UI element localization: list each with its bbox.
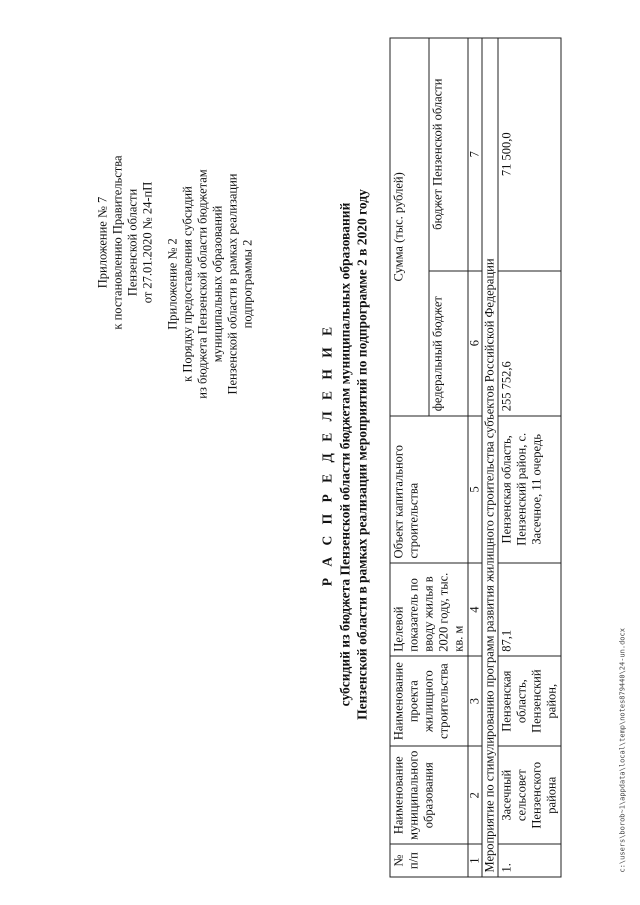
- column-number: 7: [468, 38, 482, 271]
- file-path-footer: c:\users\borob~1\appdata\local\temp\notes879440\24-un.docx: [618, 628, 627, 873]
- column-number: 4: [468, 563, 482, 656]
- appendix-2-line: Пензенской области в рамках реализации: [225, 173, 240, 395]
- appendix-7-line: к постановлению Правительства: [110, 155, 125, 330]
- column-number: 3: [468, 656, 482, 746]
- appendix-7-header: [96, 113, 156, 373]
- appendix-7-line: Пензенской области: [125, 188, 140, 297]
- appendix-2-line: к Порядку предоставления субсидий: [180, 186, 195, 382]
- column-number-row: [468, 38, 482, 877]
- section-title: Мероприятие по стимулированию программ развития жилищного строительства субъектов Российской Федерации: [482, 38, 498, 877]
- appendix-2-line: муниципальных образований: [210, 205, 225, 363]
- cell-federal: 255 752,6: [498, 271, 561, 416]
- column-number: 2: [468, 746, 482, 844]
- cell-object: Пензенская область, Пензенский район, с. Засечное, 11 очередь: [498, 416, 561, 563]
- table-row: [498, 38, 561, 877]
- column-number: 6: [468, 271, 482, 416]
- column-number: 1: [468, 844, 482, 877]
- column-number: 5: [468, 416, 482, 563]
- document-title: Р А С П Р Е Д Е Л Е Н И Е: [319, 322, 335, 587]
- cell-municipality: Засечный сельсовет Пензенского района: [498, 746, 561, 844]
- appendix-2-header: [166, 112, 256, 457]
- document-heading: [319, 45, 371, 865]
- header-sum: Сумма (тыс. рублей): [390, 38, 429, 416]
- cell-regional: 71 500,0: [498, 38, 561, 271]
- section-row: [482, 38, 498, 877]
- appendix-2-line: Приложение № 2: [165, 238, 180, 330]
- distribution-table: [390, 38, 562, 878]
- document-subtitle-line-1: субсидий из бюджета Пензенской области бюджетам муниципальных образований: [337, 202, 353, 707]
- appendix-7-line: Приложение № 7: [95, 196, 110, 289]
- appendix-2-line: из бюджета Пензенской области бюджетам: [195, 169, 210, 399]
- cell-num: 1.: [498, 844, 561, 877]
- appendix-7-line: от 27.01.2020 № 24-пП: [140, 181, 155, 304]
- cell-target: 87,1: [498, 563, 561, 656]
- header-municipality: Наименование муниципального образования: [390, 746, 468, 844]
- header-regional: бюджет Пензенской области: [429, 38, 468, 271]
- header-num: № п/п: [390, 844, 468, 877]
- header-object: Объект капитального строительства: [390, 416, 468, 563]
- header-project: Наименование проекта жилищного строительства: [390, 656, 468, 746]
- document-subtitle-line-2: Пензенской области в рамках реализации мероприятий по подпрограмме 2 в 2020 году: [354, 189, 370, 720]
- appendix-2-line: подпрограммы 2: [240, 239, 255, 329]
- document-page: [1, 0, 640, 905]
- table-header-row: [390, 38, 429, 877]
- header-federal: федеральный бюджет: [429, 271, 468, 416]
- header-target: Целевой показатель по вводу жилья в 2020 году, тыс. кв. м: [390, 563, 468, 656]
- cell-project: Пензенская область, Пензенский район,: [498, 656, 561, 746]
